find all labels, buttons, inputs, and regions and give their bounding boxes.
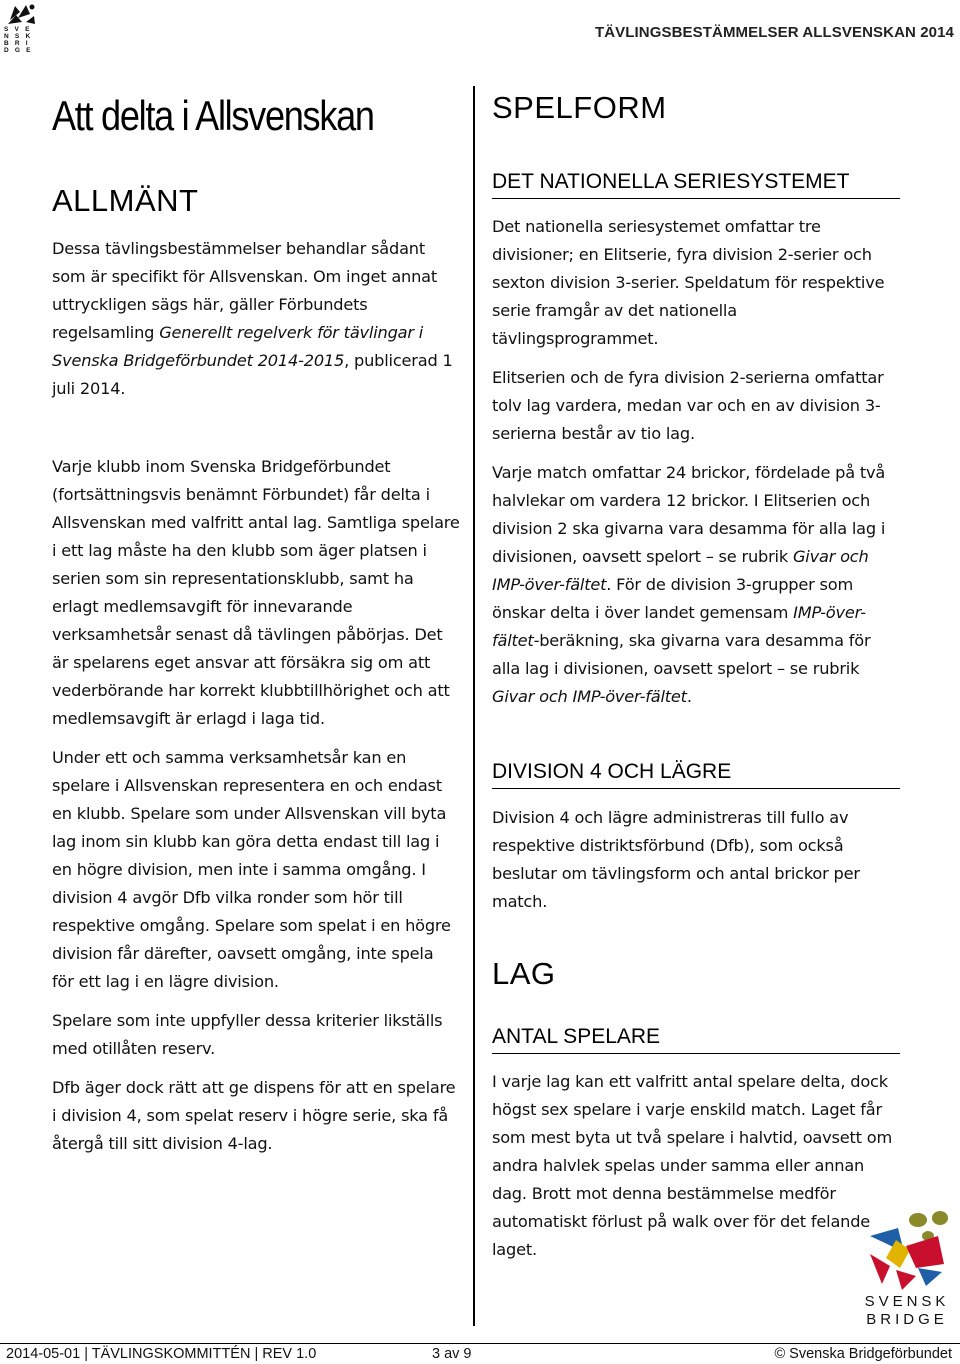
match-text-a: Varje match omfattar 24 brickor, fördelade på två halvlekar om vardera 12 brickor. I Elitserien och division 2 ska givarna vara desamma för alla lag i divisionen, oavsett spelort – se rubrik — [492, 463, 886, 566]
match-text-c: -beräkning, ska givarna vara desamma för alla lag i divisionen, oavsett spelort – se rubrik — [492, 631, 871, 678]
bridge-logo-mark-icon — [4, 2, 38, 26]
paragraph-kriterier: Spelare som inte uppfyller dessa kriterier likställs med otillåten reserv. — [52, 1011, 443, 1058]
document-title: TÄVLINGSBESTÄMMELSER ALLSVENSKAN 2014 — [594, 24, 954, 41]
footer-revision: 2014-05-01 | TÄVLINGSKOMMITTÉN | REV 1.0 — [6, 1346, 317, 1362]
heading-antal-spelare: ANTAL SPELARE — [492, 1025, 900, 1054]
footer-rule — [0, 1343, 960, 1344]
footer-page-number: 3 av 9 — [432, 1346, 472, 1362]
svensk-bridge-logo-small — [4, 2, 38, 54]
bridge-logo-shapes-icon — [856, 1206, 954, 1292]
match-emphasis-3: Givar och IMP-över-fältet — [492, 687, 687, 706]
logo-word-bridge: BRIDGE — [866, 1311, 948, 1328]
heading-spelform: SPELFORM — [492, 90, 667, 125]
paragraph-match — [492, 459, 902, 711]
column-divider — [473, 86, 475, 1326]
paragraph-antal-spelare: I varje lag kan ett valfritt antal spelare delta, dock högst sex spelare i varje enskild match. Laget får som mest byta ut två spelare i halvtid, oavsett om andra halvlek spelas under samma eller annan dag. Brott mot denna bestämmelse medför automatiskt förlust på walk over för det felande laget. — [492, 1072, 893, 1259]
match-text-b: . För de division 3-grupper som önskar delta i över landet gemensam — [492, 575, 854, 622]
footer-copyright: © Svenska Bridgeförbundet — [774, 1346, 952, 1362]
paragraph-division-4: Division 4 och lägre administreras till fullo av respektive distriktsförbund (Dfb), som också beslutar om tävlingsform och antal brickor per match. — [492, 808, 860, 911]
paragraph-seriesystemet: Det nationella seriesystemet omfattar tre divisioner; en Elitserie, fyra division 2-serier och sexton division 3-serier. Speldatum för respektive serie framgår av det nationella tävlingsprogrammet. — [492, 217, 885, 348]
logo-word-svensk: SVENSK — [864, 1293, 950, 1310]
match-emphasis-2: IMP-över-fältet — [492, 603, 866, 650]
heading-nationella-seriesystemet: DET NATIONELLA SERIESYSTEMET — [492, 170, 900, 199]
paragraph-verksamhetsar: Under ett och samma verksamhetsår kan en spelare i Allsvenskan representera en och endast en klubb. Spelare som under Allsvenskan vill byta lag inom sin klubb kan göra detta endast till lag i en högre division, men inte i samma omgång. I division 4 avgör Dfb vilka ronder som hör till respektive omgång. Spelare som spelat i en högre division får därefter, oavsett omgång, inte spela för ett lag i en lägre division. — [52, 748, 451, 991]
match-emphasis-1: Givar och IMP-över-fältet — [492, 547, 869, 594]
intro-text-b: , publicerad 1 juli 2014. — [52, 351, 453, 398]
logo-wordmark: S V E N S K B R I D G E — [4, 26, 33, 54]
page-header — [0, 0, 960, 54]
intro-text-a: Dessa tävlingsbestämmelser behandlar sådant som är specifikt för Allsvenskan. Om inget annat uttryckligen sägs här, gäller Förbundets regelsamling — [52, 239, 438, 342]
match-text-d: . — [686, 687, 692, 706]
page-title: Att delta i Allsvenskan — [52, 92, 374, 139]
heading-division-4: DIVISION 4 OCH LÄGRE — [492, 760, 900, 789]
paragraph-intro — [52, 235, 460, 403]
heading-allmant: ALLMÄNT — [52, 183, 199, 218]
heading-lag: LAG — [492, 956, 556, 991]
paragraph-elitserien: Elitserien och de fyra division 2-serierna omfattar tolv lag vardera, medan var och en av division 3-serierna består av tio lag. — [492, 368, 884, 443]
svensk-bridge-logo-large — [856, 1206, 954, 1332]
paragraph-dispens: Dfb äger dock rätt att ge dispens för att en spelare i division 4, som spelat reserv i högre serie, ska få återgå till sitt division 4-lag. — [52, 1078, 456, 1153]
paragraph-klubb: Varje klubb inom Svenska Bridgeförbundet (fortsättningsvis benämnt Förbundet) får delta i Allsvenskan med valfritt antal lag. Samtliga spelare i ett lag måste ha den klubb som äger platsen i serien som sin representationsklubb, samt ha erlagt medlemsavgift för innevarande verksamhetsår senast då tävlingen påbörjas. Det är spelarens eget ansvar att försäkra sig om att vederbörande har korrekt klubbtillhörighet och att medlemsavgift är erlagd i laga tid. — [52, 457, 460, 728]
intro-text-emphasis: Generellt regelverk för tävlingar i Svenska Bridgeförbundet 2014-2015 — [52, 323, 424, 370]
